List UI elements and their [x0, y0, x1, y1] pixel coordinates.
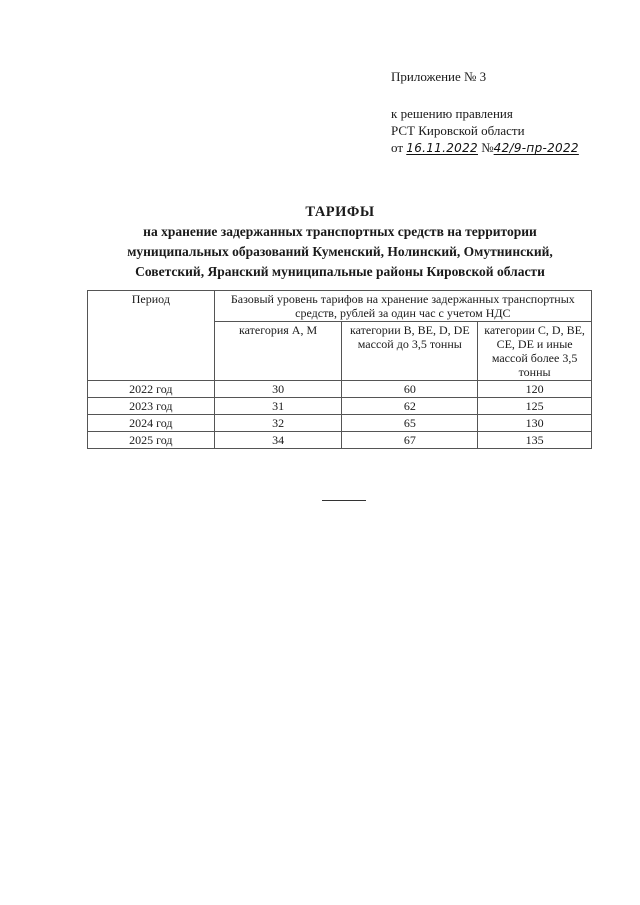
- row-value: 135: [478, 432, 592, 449]
- header-period: Период: [88, 291, 215, 381]
- header-category-3: категории C, D, BE, CE, DE и иные массой более 3,5 тонны: [478, 322, 592, 381]
- row-period: 2022 год: [88, 381, 215, 398]
- row-value: 34: [214, 432, 342, 449]
- header-category-2: категории B, BE, D, DE массой до 3,5 тонны: [342, 322, 478, 381]
- decision-date-number: [391, 139, 631, 157]
- row-value: 32: [214, 415, 342, 432]
- row-value: 65: [342, 415, 478, 432]
- header-category-1: категория A, M: [214, 322, 342, 381]
- row-value: 62: [342, 398, 478, 415]
- row-value: 130: [478, 415, 592, 432]
- row-period: 2024 год: [88, 415, 215, 432]
- row-period: 2025 год: [88, 432, 215, 449]
- tariffs-table: [87, 290, 592, 449]
- table-header-row: [88, 291, 592, 322]
- decision-number: 42/9-пр-2022: [493, 141, 579, 155]
- row-value: 67: [342, 432, 478, 449]
- table-row: [88, 381, 592, 398]
- table-row: [88, 398, 592, 415]
- row-period: 2023 год: [88, 398, 215, 415]
- header-group: Базовый уровень тарифов на хранение задержанных транспортных средств, рублей за один час с учетом НДС: [214, 291, 591, 322]
- title-line-1: на хранение задержанных транспортных средств на территории: [143, 224, 537, 239]
- document-title: ТАРИФЫ: [305, 204, 375, 220]
- number-prefix: №: [481, 140, 494, 155]
- date-prefix: от: [391, 140, 404, 155]
- table-row: [88, 415, 592, 432]
- title-line-2: муниципальных образований Кумeнский, Нолинский, Омутнинский,: [127, 244, 553, 259]
- closing-divider: [322, 500, 366, 501]
- table-row: [88, 432, 592, 449]
- row-value: 31: [214, 398, 342, 415]
- appendix-number: Приложение № 3: [391, 69, 487, 84]
- row-value: 60: [342, 381, 478, 398]
- row-value: 120: [478, 381, 592, 398]
- row-value: 125: [478, 398, 592, 415]
- appendix-block: [391, 68, 631, 157]
- row-value: 30: [214, 381, 342, 398]
- document-title-block: [60, 202, 620, 282]
- decision-reference: к решению правления: [391, 106, 513, 121]
- decision-date: 16.11.2022: [406, 141, 478, 155]
- title-line-3: Советский, Яранский муниципальные районы Кировской области: [135, 264, 545, 279]
- authority-name: РСТ Кировской области: [391, 123, 525, 138]
